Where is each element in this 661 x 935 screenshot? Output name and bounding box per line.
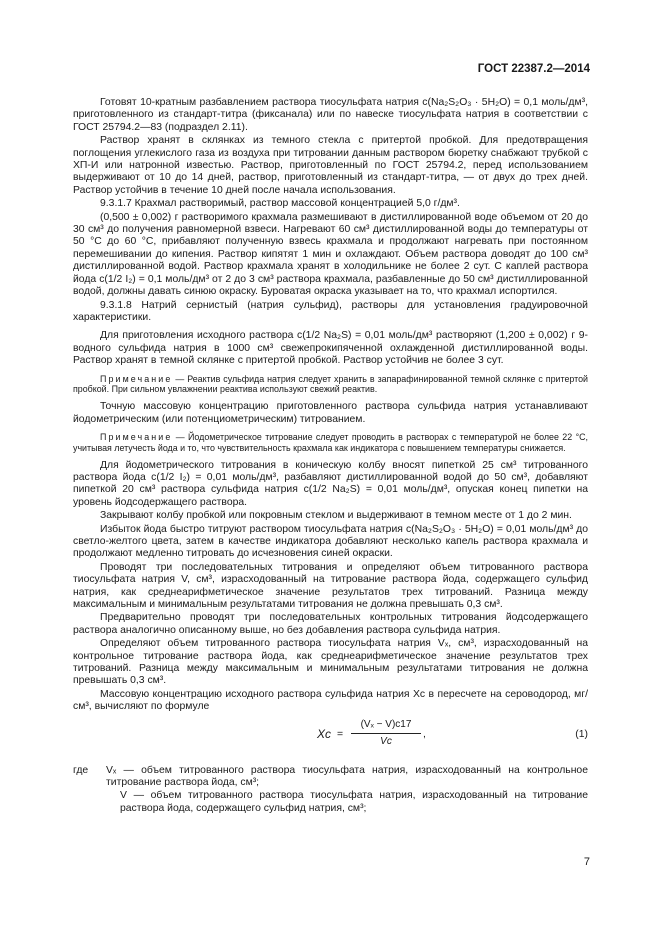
page-number: 7: [583, 856, 590, 868]
paragraph: Для йодометрического титрования в коническую колбу вносят пипеткой 25 см³ титрованного раствора йода c(1/2 I₂) = 0,01 моль/дм³, разбавляют дистиллированной водой до 50 см³, добавляют пипеткой 20 см³ раствора сульфида натрия c(1/2 Na₂S) = 0,01 моль/дм³, опуская конец пипетки на уровень йодсодержащего раствора.: [73, 459, 588, 508]
note-text: — Йодометрическое титрование следует проводить в растворах с температурой не более 22 °С, учитывая летучесть йода и то, что чувствительность крахмала как индикатора с повышением температуры снижается.: [73, 431, 588, 453]
paragraph: Предварительно проводят три последовательных контрольных титрования йодсодержащего раствора аналогично описанному выше, но без добавления раствора сульфида натрия.: [73, 612, 588, 636]
note-label: Примечание: [100, 431, 173, 442]
note-label: Примечание: [100, 373, 173, 384]
note-1: [73, 374, 588, 396]
where-label: где: [73, 764, 89, 776]
note-2: [73, 432, 588, 454]
paragraph: Закрывают колбу пробкой или покровным стеклом и выдерживают в темном месте от 1 до 2 мин.: [100, 510, 572, 522]
formula-denominator: Vc: [380, 736, 392, 748]
standard-header: ГОСТ 22387.2—2014: [477, 63, 590, 75]
formula-number: (1): [575, 728, 588, 740]
formula-fraction: [351, 719, 421, 749]
formula-equals: =: [337, 728, 344, 740]
paragraph: Точную массовую концентрацию приготовленного раствора сульфида натрия устанавливают йодометрическим (или потенциометрическим) титрованием.: [73, 401, 588, 425]
section-9-3-1-7: 9.3.1.7 Крахмал растворимый, раствор массовой концентрацией 5,0 г/дм³.: [100, 198, 460, 210]
paragraph: Определяют объем титрованного раствора тиосульфата натрия Vₓ, см³, израсходованный на контрольное титрование раствора йода, как среднеарифметическое значение результатов трех титрований. Разница между максимальным и минимальным результатами титрования не должна превышать 0,3 см³.: [73, 638, 588, 687]
formula-numerator: (Vₓ − V)c17: [351, 719, 421, 734]
definition-v: V — объем титрованного раствора тиосульфата натрия, израсходованный на титрование раствора йода, содержащего сульфид натрия, см³;: [120, 790, 588, 814]
formula-lhs: Xc: [317, 726, 332, 741]
paragraph: Проводят три последовательных титрования и определяют объем титрованного раствора тиосульфата натрия V, см³, израсходованный на титрование раствора йода, содержащего сульфид натрия, как среднеарифметическое значение результатов трех титрований. Разница между максимальным и минимальным результатами титрования не должна превышать 0,3 см³.: [73, 561, 588, 610]
paragraph: Для приготовления исходного раствора c(1/2 Na₂S) = 0,01 моль/дм³ растворяют (1,200 ± 0,002) г 9-водного сульфида натрия в 1000 см³ свежепрокипяченной охлажденной дистиллированной воды. Раствор хранят в темной склянке с притертой пробкой. Раствор устойчив не более 3 сут.: [73, 330, 588, 367]
note-text: — Реактив сульфида натрия следует хранить в запарафинированной темной склянке с притертой пробкой. При сильном увлажнении реактива используют свежий реактив.: [73, 373, 588, 395]
section-9-3-1-8: 9.3.1.8 Натрий сернистый (натрия сульфид), растворы для установления градуировочной характеристики.: [73, 299, 588, 323]
variable-definitions: [73, 765, 588, 816]
formula-1: [73, 719, 588, 759]
paragraph: Избыток йода быстро титруют раствором тиосульфата натрия c(Na₂S₂O₃ · 5H₂O) = 0,01 моль/дм³ до светло-желтого цвета, затем в качестве индикатора добавляют несколько капель раствора крахмала и продолжают медленно титровать до исчезновения синей окраски.: [73, 523, 588, 560]
paragraph: (0,500 ± 0,002) г растворимого крахмала размешивают в дистиллированной воде объемом от 20 до 30 см³ до получения равномерной взвеси. Нагревают 60 см³ дистиллированной воды до температуры от 50 °С до 60 °С, прибавляют полученную взвесь крахмала и продолжают нагревать при постоянном перемешивании до кипения. Раствор кипятят 1 мин и охлаждают. Объем раствора доводят до 100 см³ дистиллированной водой. Раствор крахмала хранят в холодильнике не более 2 сут. С каплей раствора йода c(1/2 I₂) = 0,1 моль/дм³ от 2 до 3 см³ раствора крахмала, разбавленные до 50 см³ дистиллированной водой, должны давать синюю окраску. Буроватая окраска указывает на то, что крахмал испортился.: [73, 211, 588, 298]
definition-vx: Vₓ — объем титрованного раствора тиосульфата натрия, израсходованный на контрольное титрование раствора йода, см³;: [106, 764, 588, 789]
paragraph: Массовую концентрацию исходного раствора сульфида натрия Xc в пересчете на сероводород, мг/см³, вычисляют по формуле: [73, 688, 588, 713]
paragraph: Раствор хранят в склянках из темного стекла с притертой пробкой. Для предотвращения поглощения углекислого газа из воздуха при титровании данным раствором бюретку снабжают трубкой с ХП-И или натронной известью. Раствор, приготовленный по ГОСТ 25794.2, перед использованием выдерживают от 10 до 14 дней, раствор, приготовленный из стандарт-титра, — от двух до трех дней. Раствор устойчив в течение 10 дней после начала использования.: [73, 135, 588, 196]
document-body: [73, 97, 588, 815]
formula-comma: ,: [423, 728, 426, 740]
paragraph: Готовят 10-кратным разбавлением раствора тиосульфата натрия c(Na₂S₂O₃ · 5H₂O) = 0,1 моль/дм³, приготовленного из стандарт-титра (фиксанала) или по навеске тиосульфата натрия в соответствии с ГОСТ 25794.2—83 (подраздел 2.11).: [73, 97, 588, 133]
